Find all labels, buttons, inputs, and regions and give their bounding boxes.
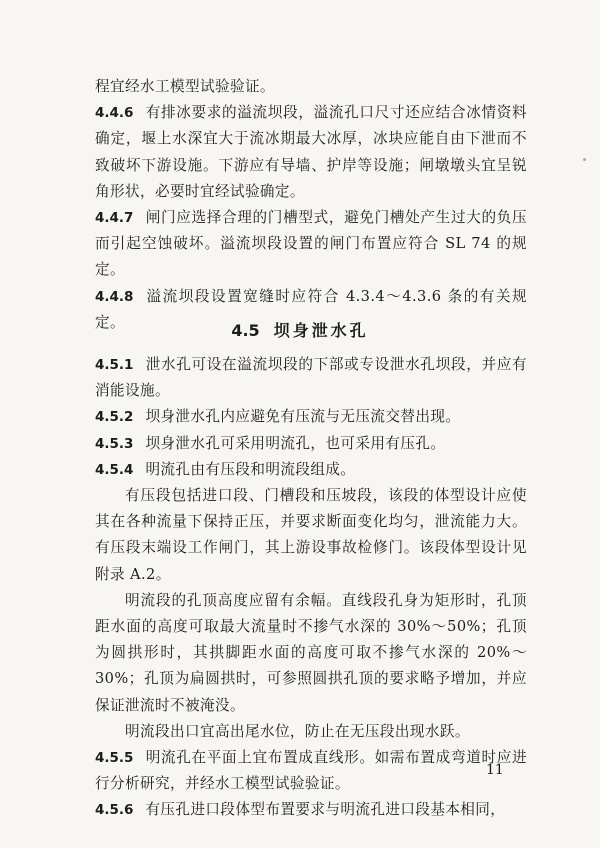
clause-number: 4.5.4 [95,461,134,478]
clause-4-4-6 [95,100,527,205]
clause-4-5-5 [95,745,527,797]
clause-text: 溢流坝段设置宽缝时应符合 4.3.4～4.3.6 条的有关规定。 [95,287,527,331]
clause-text: 泄水孔可设在溢流坝段的下部或专设泄水孔坝段，并应有消能设施。 [95,356,527,400]
scan-speck [583,158,586,161]
clause-text: 明流孔在平面上宜布置成直线形。如需布置成弯道时应进行分析研究，并经水工模型试验验证。 [95,749,527,793]
clause-4-4-7 [95,205,527,284]
clause-number: 4.5.6 [95,802,134,819]
clause-number: 4.5.1 [95,357,134,373]
clause-number: 4.4.7 [95,210,134,227]
clause-text: 坝身泄水孔可采用明流孔，也可采用有压孔。 [145,434,446,452]
page-number: 11 [486,762,504,778]
clause-4-5-4 [95,457,527,483]
clause-text: 有压孔进口段体型布置要求与明流孔进口段基本相同， [145,801,506,819]
paragraph-outlet: 明流段出口宜高出尾水位，防止在无压段出现水跃。 [125,722,470,740]
clause-number: 4.5.2 [95,409,134,426]
clause-4-5-3 [95,431,527,457]
clause-text: 有排冰要求的溢流坝段，溢流孔口尺寸还应结合冰情资料确定，堰上水深宜大于流冰期最大冰厚，冰块应能自由下泄而不致破坏下游设施。下游应有导墙、护岸等设施；闸墩墩头宜呈锐角形状，必要时宜经试验确定。 [95,104,527,200]
clause-block-top [95,74,527,336]
section-heading [0,318,600,341]
continuation-text: 程宜经水工模型试验验证。 [95,78,275,95]
clause-text: 坝身泄水孔内应避免有压流与无压流交替出现。 [145,408,461,426]
clause-4-5-2 [95,404,527,430]
clause-text: 明流孔由有压段和明流段组成。 [145,460,356,478]
clause-number: 4.4.8 [95,288,134,305]
clause-number: 4.5.3 [95,435,134,452]
clause-text: 闸门应选择合理的门槽型式，避免门槽处产生过大的负压而引起空蚀破坏。溢流坝段设置的闸门布置应符合 SL 74 的规定。 [95,209,527,279]
clause-number: 4.5.5 [95,750,134,767]
paragraph-pressure-section: 有压段包括进口段、门槽段和压坡段，该段的体型设计应使其在各种流量下保持正压，并要求断面变化均匀，泄流能力大。有压段末端设工作闸门，其上游设事故检修门。该段体型设计见附录 A.2。 [95,487,527,583]
clause-block-section [95,352,527,824]
clause-4-5-1 [95,352,527,404]
section-title: 坝身泄水孔 [273,321,369,340]
clause-4-5-6 [95,797,527,823]
paragraph-open-flow-section: 明流段的孔顶高度应留有余幅。直线段孔身为矩形时，孔顶距水面的高度可取最大流量时不掺气水深的 30%～50%；孔顶为圆拱形时，其拱脚距水面的高度可取不掺气水深的 20%～30%；孔顶为扁圆拱时，可参照圆拱孔顶的要求略予增加，并应保证泄流时不被淹没。 [95,591,527,714]
section-number: 4.5 [231,321,260,340]
clause-number: 4.4.6 [95,105,134,122]
